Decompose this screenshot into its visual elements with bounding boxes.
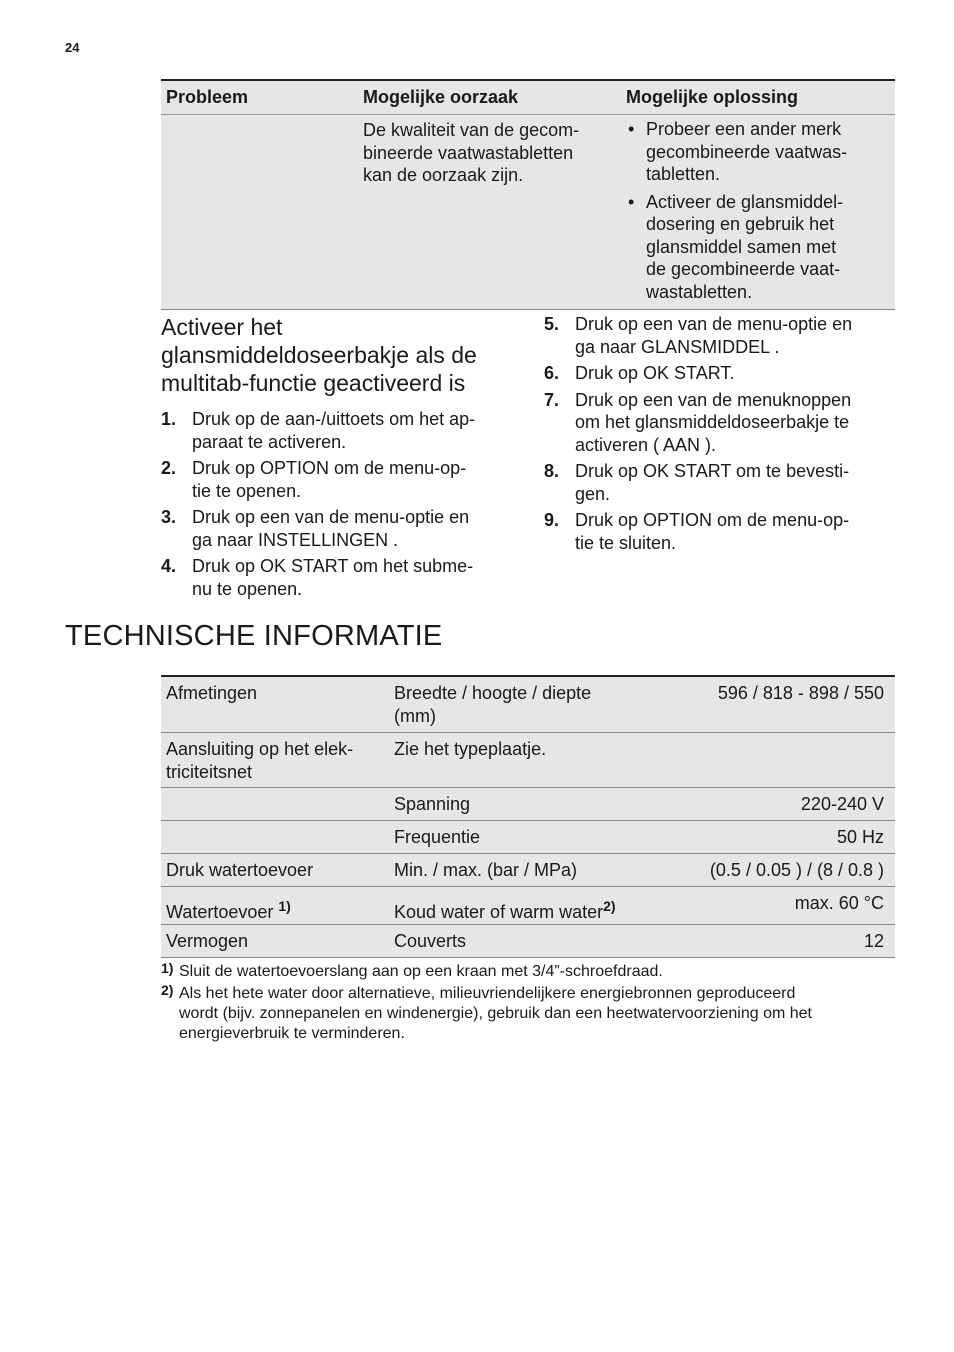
footnote-ref: 2) <box>603 898 616 914</box>
step-item <box>161 506 521 551</box>
cell-label <box>161 788 389 820</box>
footnote-ref: 1) <box>278 898 291 914</box>
step-number: 8. <box>544 461 560 481</box>
table-row <box>161 925 895 958</box>
cell-desc <box>389 887 679 924</box>
desc-text: Koud water of warm water <box>394 902 604 922</box>
footnotes <box>161 962 895 1046</box>
cell-solution <box>621 115 895 309</box>
solution-item: • Probeer een ander merk gecombineerde vaatwas- tabletten. <box>626 118 895 186</box>
step-number: 5. <box>544 314 560 334</box>
tech-info-table <box>161 675 895 958</box>
page-number: 24 <box>65 40 80 55</box>
cell-label: Vermogen <box>166 931 249 951</box>
footnote <box>161 962 895 982</box>
cell-desc: Couverts <box>394 931 467 951</box>
cell-desc: Zie het typeplaatje. <box>394 739 547 759</box>
solution-item: • Activeer de glansmiddel- dosering en gebruik het glansmiddel samen met de gecombineerde vaat- wastabletten. <box>626 191 895 304</box>
table-row <box>161 854 895 887</box>
step-text: Druk op de aan-/uittoets om het ap- paraat te activeren. <box>192 409 476 452</box>
step-text: Druk op een van de menu-optie en ga naar GLANSMIDDEL . <box>575 314 853 357</box>
footnote-text: Sluit de watertoevoerslang aan op een kraan met 3/4”-schroefdraad. <box>179 963 663 980</box>
step-item <box>161 457 521 502</box>
table-row <box>161 821 895 854</box>
cell-value: (0.5 / 0.05 ) / (8 / 0.8 ) <box>709 860 884 880</box>
step-number: 9. <box>544 510 560 530</box>
cell-label <box>161 821 389 853</box>
cell-value: 12 <box>863 931 884 951</box>
step-number: 2. <box>161 458 177 478</box>
step-number: 4. <box>161 556 177 576</box>
step-text: Druk op OK START om het subme- nu te openen. <box>192 556 474 599</box>
table-row <box>161 887 895 925</box>
step-number: 1. <box>161 409 177 429</box>
step-item <box>544 313 894 358</box>
cell-problem <box>161 115 358 309</box>
step-text: Druk op een van de menuknoppen om het glansmiddeldoseerbakje te activeren ( AAN ). <box>575 389 852 455</box>
step-item <box>544 509 894 554</box>
cell-value: 220-240 V <box>800 794 884 814</box>
footnote-text: Als het hete water door alternatieve, milieuvriendelijkere energiebronnen geproduceerd wordt (bijv. zonnepanelen en windenergie), gebruik dan een heetwatervoorziening om het energieverbruik te verminderen. <box>179 985 812 1042</box>
cell-value: 596 / 818 - 898 / 550 <box>717 683 884 703</box>
step-text: Druk op OK START. <box>575 363 735 383</box>
table-row <box>161 788 895 821</box>
step-item <box>544 362 894 385</box>
step-item <box>161 555 521 600</box>
footnote-number: 1) <box>161 960 174 976</box>
cell-desc: Frequentie <box>394 827 481 847</box>
cell-value: 50 Hz <box>836 827 884 847</box>
cell-label: Afmetingen <box>166 683 258 703</box>
step-text: Druk op OPTION om de menu-op- tie te sluiten. <box>575 510 850 553</box>
cell-desc: Breedte / hoogte / diepte (mm) <box>394 683 592 726</box>
cell-desc: Spanning <box>394 794 471 814</box>
steps-list-left <box>161 408 521 604</box>
step-number: 6. <box>544 363 560 383</box>
cell-cause: De kwaliteit van de gecom- bineerde vaatwastabletten kan de oorzaak zijn. <box>363 120 580 185</box>
cell-label: Aansluiting op het elek- triciteitsnet <box>166 739 354 782</box>
troubleshooting-table <box>161 79 895 310</box>
label-text: Watertoevoer <box>166 902 279 922</box>
table-row <box>161 733 895 788</box>
cell-value: max. 60 °C <box>794 893 884 913</box>
section-title: TECHNISCHE INFORMATIE <box>65 620 443 652</box>
cell-value <box>679 733 895 787</box>
table-header-row <box>161 81 895 115</box>
cell-desc: Min. / max. (bar / MPa) <box>394 860 578 880</box>
step-number: 3. <box>161 507 177 527</box>
solution-list <box>626 118 895 303</box>
step-text: Druk op een van de menu-optie en ga naar INSTELLINGEN . <box>192 507 470 550</box>
cell-label: Druk watertoevoer <box>166 860 314 880</box>
subsection-heading: Activeer het glansmiddeldoseerbakje als de multitab-functie geactiveerd is <box>161 314 477 396</box>
steps-list-right <box>544 313 894 558</box>
cell-label <box>161 887 389 924</box>
footnote-number: 2) <box>161 982 174 998</box>
step-text: Druk op OK START om te bevesti- gen. <box>575 461 850 504</box>
table-row <box>161 115 895 310</box>
step-item <box>161 408 521 453</box>
header-cause: Mogelijke oorzaak <box>363 87 519 107</box>
table-row <box>161 677 895 733</box>
step-item <box>544 460 894 505</box>
step-item <box>544 389 894 457</box>
step-number: 7. <box>544 389 560 410</box>
header-solution: Mogelijke oplossing <box>626 87 799 107</box>
step-text: Druk op OPTION om de menu-op- tie te openen. <box>192 458 467 501</box>
header-problem: Probleem <box>166 87 249 107</box>
footnote <box>161 984 895 1044</box>
